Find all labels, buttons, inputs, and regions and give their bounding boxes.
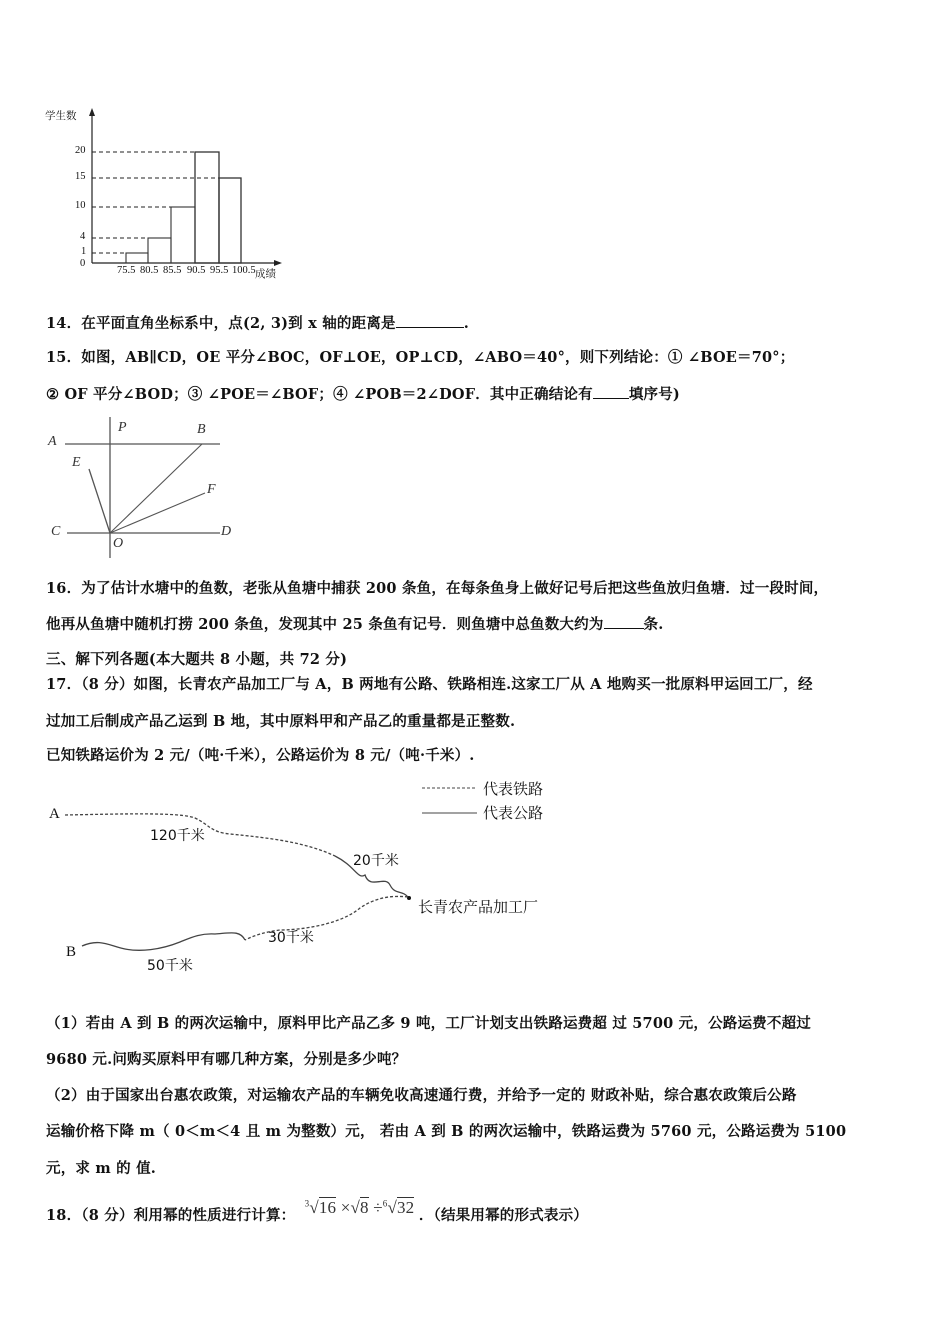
question-17-line-1: 17．（8 分）如图，长青农产品加工厂与 A，B 两地有公路、铁路相连.这家工厂从 A 地购买一批原料甲运回工厂，经 xyxy=(46,676,813,693)
point-b-label: B xyxy=(197,422,206,437)
question-15-line-1: 15．如图，AB∥CD，OE 平分∠BOC，OF⊥OE，OP⊥CD，∠ABO＝40°，则下列结论：① ∠BOE＝70°； xyxy=(46,349,795,366)
question-17-line-3: 已知铁路运价为 2 元/（吨·千米），公路运价为 8 元/（吨·千米）. xyxy=(46,747,475,764)
distance-a-road: 20千米 xyxy=(353,853,399,869)
question-14: 14．在平面直角坐标系中，点(2, 3)到 x 轴的距离是 . xyxy=(46,315,469,332)
y-tick-10: 10 xyxy=(75,200,86,211)
legend-rail-label: 代表铁路 xyxy=(483,780,544,798)
point-p-label: P xyxy=(118,420,127,435)
question-17-part-1-line-2: 9680 元.问购买原料甲有哪几种方案，分别是多少吨？ xyxy=(46,1051,407,1068)
question-17-part-2-line-2: 运输价格下降 m（ 0＜m＜4 且 m 为整数）元， 若由 A 到 B 的两次运输中，铁路运费为 5760 元，公路运费为 5100 xyxy=(46,1123,847,1140)
point-d-label: D xyxy=(221,524,232,539)
question-15-line-2: ② OF 平分∠BOD；③ ∠POE＝∠BOF；④ ∠POB＝2∠DOF．其中正确结论有 填序号) xyxy=(46,386,680,403)
point-e-label: E xyxy=(72,455,81,470)
question-17-part-2-line-1: （2）由于国家出台惠农政策，对运输农产品的车辆免收高速通行费，并给予一定的 财政补贴，综合惠农政策后公路 xyxy=(46,1087,797,1104)
x-tick-85-5: 85.5 xyxy=(163,265,182,276)
point-a-label: A xyxy=(49,806,60,822)
math-expression: $^3$√16 ×√8 ÷$^6$√32 xyxy=(304,1198,415,1217)
y-tick-20: 20 xyxy=(75,145,86,156)
point-a-label: A xyxy=(48,434,57,449)
answer-blank[interactable] xyxy=(604,614,644,629)
question-16-line-2: 他再从鱼塘中随机打捞 200 条鱼，发现其中 25 条鱼有记号．则鱼塘中总鱼数大约为 条. xyxy=(46,616,664,633)
question-17-line-2: 过加工后制成产品乙运到 B 地，其中原料甲和产品乙的重量都是正整数. xyxy=(46,713,516,730)
point-b-label: B xyxy=(66,944,77,960)
question-18: 18．（8 分）利用幂的性质进行计算： $^3$√16 ×√8 ÷$^6$√32 ．（结果用幂的形式表示） xyxy=(46,1198,588,1224)
y-tick-1: 1 xyxy=(81,246,87,257)
section-3-title: 三、解下列各题(本大题共 8 小题，共 72 分) xyxy=(46,651,348,668)
legend-road-label: 代表公路 xyxy=(483,804,544,822)
question-16-line-1: 16．为了估计水塘中的鱼数，老张从鱼塘中捕获 200 条鱼，在每条鱼身上做好记号后把这些鱼放归鱼塘．过一段时间， xyxy=(46,580,829,597)
distance-a-rail: 120千米 xyxy=(150,828,205,844)
question-17-part-1-line-1: （1）若由 A 到 B 的两次运输中，原料甲比产品乙多 9 吨，工厂计划支出铁路运费超 过 5700 元，公路运费不超过 xyxy=(46,1015,811,1032)
x-tick-80-5: 80.5 xyxy=(140,265,159,276)
x-tick-75-5: 75.5 xyxy=(117,265,136,276)
distance-b-rail: 30千米 xyxy=(268,930,314,946)
answer-blank[interactable] xyxy=(593,384,629,399)
distance-b-road: 50千米 xyxy=(147,958,193,974)
point-o-label: O xyxy=(113,536,124,551)
y-tick-15: 15 xyxy=(75,171,86,182)
x-axis-label: 成绩 xyxy=(255,268,276,280)
y-tick-4: 4 xyxy=(80,231,86,242)
point-c-label: C xyxy=(51,524,61,539)
x-tick-95-5: 95.5 xyxy=(210,265,229,276)
point-f-label: F xyxy=(207,482,216,497)
answer-blank[interactable] xyxy=(396,313,464,328)
factory-label: 长青农产品加工厂 xyxy=(418,898,539,916)
question-17-part-2-line-3: 元，求 m 的 值. xyxy=(46,1160,157,1177)
histogram-figure xyxy=(40,100,300,285)
geometry-figure xyxy=(40,410,250,560)
x-tick-90-5: 90.5 xyxy=(187,265,206,276)
x-tick-100-5: 100.5 xyxy=(232,265,256,276)
route-map-figure xyxy=(40,770,600,980)
y-tick-0: 0 xyxy=(80,258,86,269)
y-axis-label: 学生数 xyxy=(45,110,77,122)
question-14-text: 14．在平面直角坐标系中，点(2, 3)到 x 轴的距离是 xyxy=(46,315,396,332)
